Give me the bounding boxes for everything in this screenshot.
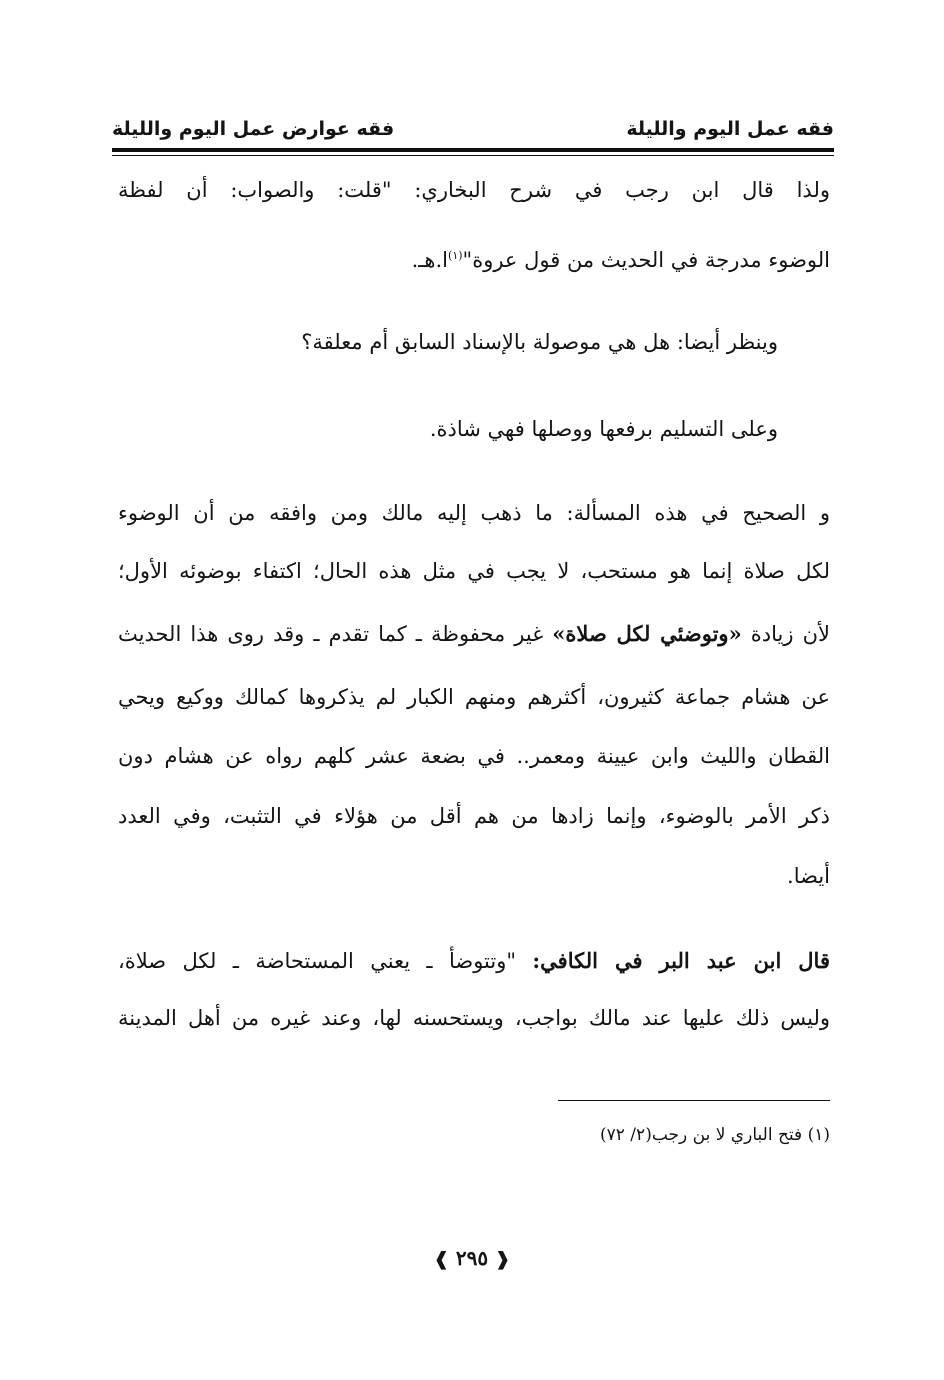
paragraph-1-end: ا.هـ. [411,248,449,272]
header-book-title: فقه عمل اليوم والليلة [626,118,834,140]
paragraph-4-line-1: و الصحيح في هذه المسألة: ما ذهب إليه مالك ومن وافقه من أن الوضوء [118,501,830,525]
paragraph-1-line-2 [118,236,830,276]
footnote-reference: (١) [448,249,463,262]
paragraph-4-line-6: ذكر الأمر بالوضوء، وإنما زادها من هم أقل من هؤلاء في التثبت، وفي العدد [118,804,830,828]
paragraph-1-line-1: ولذا قال ابن رجب في شرح البخاري: "قلت: والصواب: أن لفظة [118,178,830,202]
page-number [420,1243,524,1273]
running-header [112,118,834,146]
paragraph-2-text: وينظر أيضا: هل هي موصولة بالإسناد السابق أم معلقة؟ [301,330,778,354]
paragraph-5-line-1 [118,941,830,981]
ornament-left-icon: ❰ [495,1249,511,1270]
paragraph-1-text: الوضوء مدرجة في الحديث من قول عروة" [462,248,830,272]
footnote: (١) فتح الباري لا بن رجب(٢/ ٧٢) [600,1125,830,1145]
paragraph-2 [118,322,830,362]
header-rule-thin [112,155,834,156]
ornament-right-icon: ❱ [433,1249,449,1270]
paragraph-4-line-4: عن هشام جماعة كثيرون، أكثرهم ومنهم الكبار لم يذكروها كمالك ووكيع ويحي [118,685,830,709]
page-number-value: ٢٩٥ [455,1246,489,1270]
quoted-hadith-phrase: «وتوضئي لكل صلاة» [552,621,742,646]
header-rule-thick [112,148,834,152]
paragraph-3 [118,409,830,449]
quote-attribution: قال ابن عبد البر في الكافي: [532,948,830,973]
paragraph-4-line-3-start: لأن زيادة [750,622,830,646]
paragraph-4-line-7: أيضا. [787,864,830,888]
paragraph-3-text: وعلى التسليم برفعها ووصلها فهي شاذة. [429,417,778,441]
header-chapter-title: فقه عوارض عمل اليوم والليلة [112,118,395,140]
paragraph-4-line-5: القطان والليث وابن عيينة ومعمر.. في بضعة عشر كلهم رواه عن هشام دون [118,744,830,768]
paragraph-4-line-3 [118,614,830,654]
footnote-separator [558,1100,830,1101]
paragraph-4-line-3-end: غير محفوظة ـ كما تقدم ـ وقد روى هذا الحديث [118,622,544,646]
paragraph-5-line-1-quote: "وتتوضأ ـ يعني المستحاضة ـ لكل صلاة، [118,949,517,973]
paragraph-4-line-2: لكل صلاة إنما هو مستحب، لا يجب في مثل هذه الحال؛ اكتفاء بوضوئه الأول؛ [118,559,830,583]
paragraph-5-line-2: وليس ذلك عليها عند مالك بواجب، ويستحسنه لها، وعند غيره من أهل المدينة [118,1006,830,1030]
